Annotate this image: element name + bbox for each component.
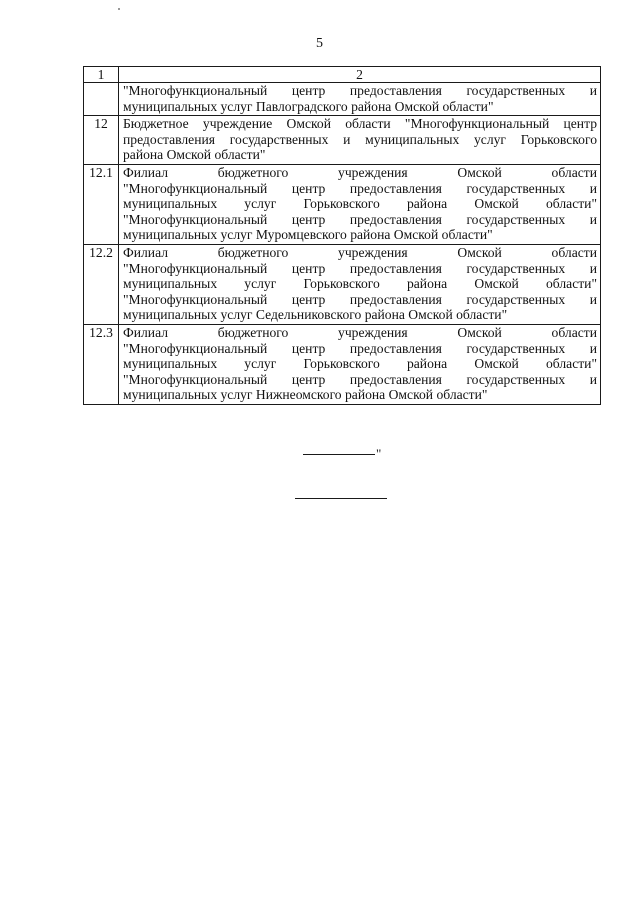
text-line: "Многофункциональный центр предоставления государственных и <box>123 340 597 356</box>
closing-underline <box>303 454 375 455</box>
text-line: "Многофункциональный центр предоставления государственных и <box>123 211 597 227</box>
page-number: 5 <box>316 36 323 51</box>
row-number <box>84 83 119 116</box>
row-text <box>119 83 601 116</box>
table-row <box>84 116 601 165</box>
table-row <box>84 244 601 324</box>
text-line: "Многофункциональный центр предоставления государственных и <box>123 260 597 276</box>
row-number: 12.1 <box>84 164 119 244</box>
text-line: муниципальных услуг Горьковского района Омской области" <box>123 196 597 212</box>
row-text <box>119 324 601 404</box>
text-line: муниципальных услуг Горьковского района Омской области" <box>123 276 597 292</box>
row-text <box>119 116 601 165</box>
text-line: Филиал бюджетного учреждения Омской области <box>123 164 597 180</box>
text-line: "Многофункциональный центр предоставления государственных и <box>123 371 597 387</box>
row-text <box>119 244 601 324</box>
text-line: района Омской области" <box>123 147 266 163</box>
row-text <box>119 164 601 244</box>
document-end-line <box>295 498 387 499</box>
institutions-table <box>83 66 601 405</box>
text-line: муниципальных услуг Муромцевского района Омской области" <box>123 227 493 243</box>
header-cell-number: 1 <box>84 67 119 83</box>
text-line: муниципальных услуг Седельниковского района Омской области" <box>123 307 508 323</box>
table-row <box>84 83 601 116</box>
text-line: "Многофункциональный центр предоставления государственных и <box>123 83 597 98</box>
header-cell-name: 2 <box>119 67 601 83</box>
row-number: 12.2 <box>84 244 119 324</box>
text-line: муниципальных услуг Нижнеомского района Омской области" <box>123 387 488 403</box>
text-line: Филиал бюджетного учреждения Омской области <box>123 324 597 340</box>
text-line: муниципальных услуг Павлоградского района Омской области" <box>123 98 494 114</box>
table-header-row <box>84 67 601 83</box>
text-line: Бюджетное учреждение Омской области "Многофункциональный центр <box>123 116 597 132</box>
text-line: "Многофункциональный центр предоставления государственных и <box>123 180 597 196</box>
text-line: муниципальных услуг Горьковского района Омской области" <box>123 356 597 372</box>
text-line: "Многофункциональный центр предоставления государственных и <box>123 291 597 307</box>
scan-speck <box>118 8 120 10</box>
table-row <box>84 324 601 404</box>
row-number: 12.3 <box>84 324 119 404</box>
closing-quote-mark: " <box>376 446 382 461</box>
text-line: предоставления государственных и муниципальных услуг Горьковского <box>123 131 597 147</box>
row-number: 12 <box>84 116 119 165</box>
table-row <box>84 164 601 244</box>
text-line: Филиал бюджетного учреждения Омской области <box>123 244 597 260</box>
